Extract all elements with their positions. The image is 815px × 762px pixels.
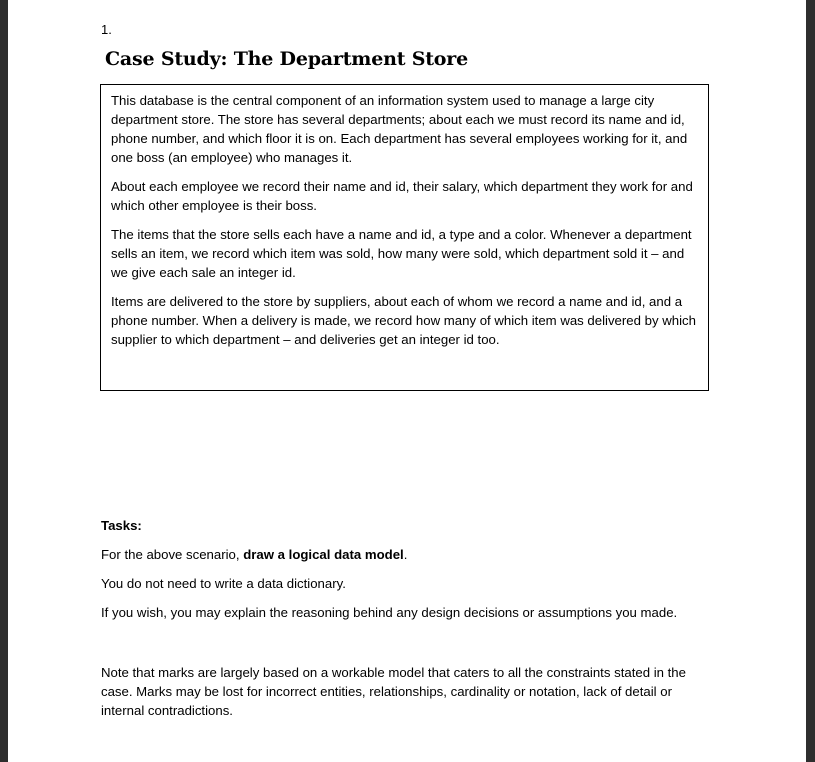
task-draw-model: [101, 545, 711, 564]
right-gutter: [806, 0, 815, 762]
case-paragraph-4: Items are delivered to the store by suppliers, about each of whom we record a name and id, and a phone number. When a delivery is made, we record how many of which item was delivered by which supplier to which department – and deliveries get an integer id too.: [111, 294, 696, 347]
case-paragraph-1: This database is the central component of an information system used to manage a large city department store. The store has several departments; about each we must record its name and id, phone number, and which floor it is on. Each department has several employees working for it, and one boss (an employee) who manages it.: [111, 93, 688, 165]
case-study-box: [100, 84, 709, 391]
case-paragraph-3: The items that the store sells each have a name and id, a type and a color. Whenever a department sells an item, we record which item was sold, how many were sold, which department sold it – and we give each sale an integer id.: [111, 227, 692, 280]
task-draw-model-suffix: .: [403, 547, 408, 562]
left-gutter: [0, 0, 8, 762]
tasks-heading: Tasks:: [101, 518, 142, 533]
task-draw-model-prefix: For the above scenario,: [101, 547, 244, 562]
case-paragraph-2: About each employee we record their name and id, their salary, which department they work for and which other employee is their boss.: [111, 179, 693, 213]
task-draw-model-bold: draw a logical data model: [243, 547, 404, 562]
case-study-title: Case Study: The Department Store: [105, 48, 468, 70]
task-explain-reasoning: If you wish, you may explain the reasoning behind any design decisions or assumptions you made.: [101, 605, 678, 620]
marking-note: Note that marks are largely based on a workable model that caters to all the constraints stated in the case. Marks may be lost for incorrect entities, relationships, cardinality or notation, lack of detail or internal contradictions.: [101, 665, 686, 718]
task-no-dictionary: You do not need to write a data dictionary.: [101, 576, 346, 591]
tasks-section: [101, 516, 711, 632]
document-page: [8, 0, 806, 762]
question-number: 1.: [101, 22, 112, 37]
